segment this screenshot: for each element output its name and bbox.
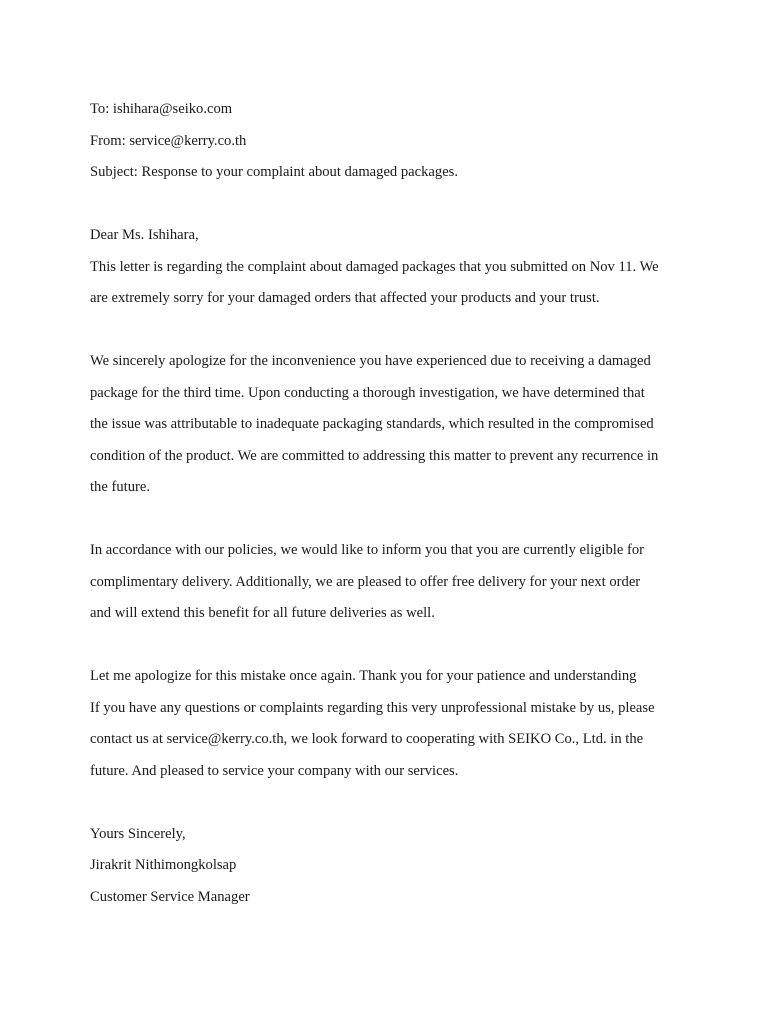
paragraph-3 <box>90 535 690 630</box>
greeting: Dear Ms. Ishihara, <box>90 227 199 243</box>
spacer <box>90 315 690 347</box>
paragraph-line: We sincerely apologize for the inconvenience you have experienced due to receiving a damaged <box>90 353 651 369</box>
paragraph-line: condition of the product. We are committed to addressing this matter to prevent any recurrence in <box>90 447 659 464</box>
spacer <box>90 787 690 819</box>
paragraph-line: This letter is regarding the complaint about damaged packages that you submitted on Nov 11. We <box>90 258 659 275</box>
signer-title: Customer Service Manager <box>90 888 250 905</box>
letter-body <box>90 94 690 913</box>
valediction: Yours Sincerely, <box>90 825 186 842</box>
paragraph-line: the issue was attributable to inadequate packaging standards, which resulted in the compromised <box>90 416 654 432</box>
paragraph-line: are extremely sorry for your damaged orders that affected your products and your trust. <box>90 290 600 306</box>
signature-block <box>90 819 690 914</box>
spacer <box>90 504 690 536</box>
paragraph-4 <box>90 661 690 787</box>
paragraph-line: contact us at service@kerry.co.th, we look forward to cooperating with SEIKO Co., Ltd. in the <box>90 731 644 747</box>
paragraph-line: If you have any questions or complaints regarding this very unprofessional mistake by us, please <box>90 699 655 716</box>
paragraph-1 <box>90 252 690 315</box>
spacer <box>90 189 690 221</box>
paragraph-line: the future. <box>90 479 150 495</box>
paragraph-line: Let me apologize for this mistake once again. Thank you for your patience and understanding <box>90 668 637 684</box>
spacer <box>90 630 690 662</box>
paragraph-line: complimentary delivery. Additionally, we are pleased to offer free delivery for your next order <box>90 573 641 590</box>
paragraph-line: future. And pleased to service your company with our services. <box>90 762 459 779</box>
paragraph-line: package for the third time. Upon conducting a thorough investigation, we have determined that <box>90 384 645 401</box>
to-line: To: ishihara@seiko.com <box>90 101 233 117</box>
paragraph-line: In accordance with our policies, we would like to inform you that you are currently eligible for <box>90 542 644 558</box>
paragraph-2 <box>90 346 690 504</box>
from-line: From: service@kerry.co.th <box>90 132 247 149</box>
signer-name: Jirakrit Nithimongkolsap <box>90 857 237 873</box>
subject-line: Subject: Response to your complaint about damaged packages. <box>90 164 458 180</box>
paragraph-line: and will extend this benefit for all future deliveries as well. <box>90 605 435 621</box>
